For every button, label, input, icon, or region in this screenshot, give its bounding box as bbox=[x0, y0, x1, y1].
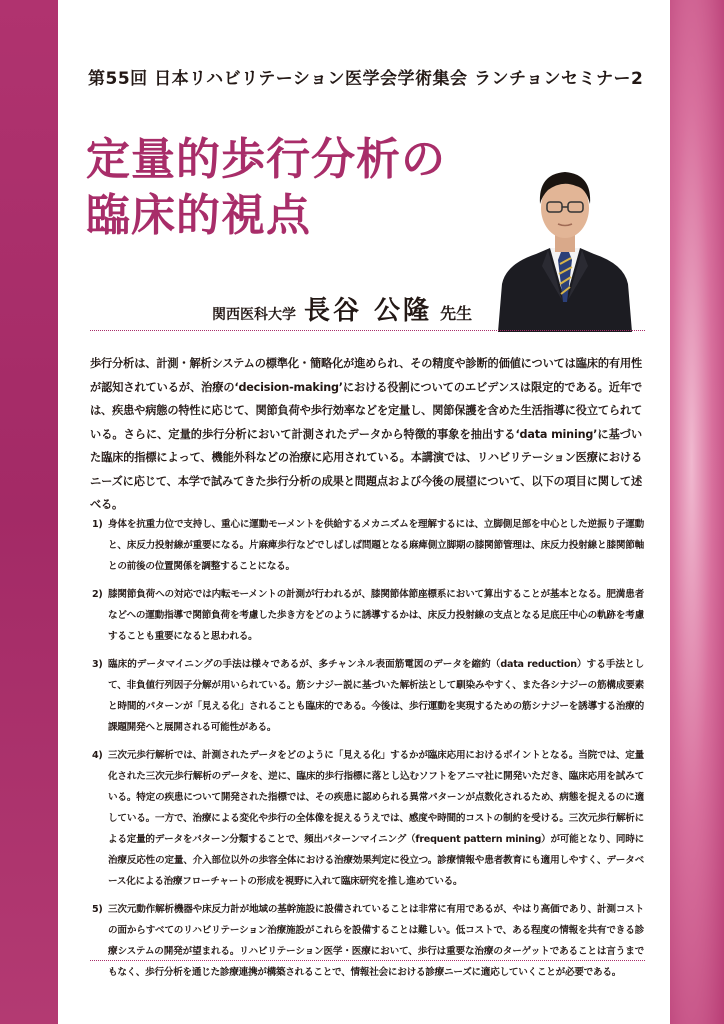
seminar-heading: 第55回 日本リハビリテーション医学会学術集会 ランチョンセミナー2 bbox=[88, 69, 644, 89]
topic-number: 1) bbox=[92, 519, 103, 530]
topic-item bbox=[92, 514, 644, 577]
topic-number: 5) bbox=[92, 904, 103, 915]
topic-text: 三次元動作解析機器や床反力計が地域の基幹施設に設備されていることは非常に有用であるが、やはり高価であり、計測コストの面からすべてのリハビリテーション治療施設がこれらを設備することは難しい。低コストで、ある程度の情報を共有できる診療システムの開発が望まれる。リハビリテーション医学・医療において、歩行は重要な治療のターゲットであることは言うまでもなく、歩行分析を通じた診療連携が構築されることで、情報社会における診療ニーズに適応していくことが必要である。 bbox=[108, 904, 644, 978]
topic-text: 三次元歩行解析では、計測されたデータをどのように「見える化」するかが臨床応用におけるポイントとなる。当院では、定量化された三次元歩行解析のデータを、逆に、臨床的歩行指標に落とし込むソフトをアニマ社に開発いただき、臨床応用を試みている。特定の疾患について開発された指標では、その疾患に認められる異常パターンが点数化されるため、病態を捉えるのに適している。一方で、治療による変化や歩行の全体像を捉えるうえでは、感度や時間的コストの制約を受ける。三次元歩行解析による定量的データをパターン分類することで、頻出パターンマイニング（frequent pattern mining）が可能となり、同時に治療反応性の定量、介入部位以外の歩容全体における治療効果判定に役立つ。診療情報や患者教育にも適用しやすく、データベース化による治療フローチャートの形成を視野に入れて臨床研究を推し進めている。 bbox=[108, 750, 644, 887]
left-magenta-band bbox=[0, 0, 58, 1024]
topic-number: 3) bbox=[92, 659, 103, 670]
topic-item bbox=[92, 899, 644, 983]
top-dotted-divider bbox=[90, 330, 645, 331]
speaker-photo bbox=[490, 152, 640, 332]
flyer-page bbox=[58, 0, 670, 1024]
speaker-name: 長谷 公隆 bbox=[304, 296, 433, 326]
topic-item bbox=[92, 745, 644, 892]
abstract-intro: 歩行分析は、計測・解析システムの標準化・簡略化が進められ、その精度や診断的価値については臨床的有用性が認知されているが、治療の‘decision-making’における役割についてのエビデンスは限定的である。近年では、疾患や病態の特性に応じて、関節負荷や歩行効率などを定量し、関節保護を含めた生活指導に役立てられている。さらに、定量的歩行分析において計測されたデータから特徴的事象を抽出する‘data mining’に基づいた臨床的指標によって、機能外科などの治療に応用されている。本講演では、リハビリテーション医療におけるニーズに応じて、本学で試みてきた歩行分析の成果と問題点および今後の展望について、以下の項目に関して述べる。 bbox=[90, 357, 642, 511]
speaker-portrait-illustration bbox=[490, 152, 640, 332]
topic-text: 身体を抗重力位で支持し、重心に運動モーメントを供給するメカニズムを理解するには、立脚側足部を中心とした逆振り子運動と、床反力投射線が重要になる。片麻痺歩行などでしばしば問題となる麻痺側立脚期の膝関節管理は、床反力投射線と膝関節軸との前後の位置関係を調整することになる。 bbox=[108, 519, 644, 572]
topic-text: 膝関節負荷への対応では内転モーメントの計測が行われるが、膝関節体節座標系において算出することが基本となる。肥満患者などへの運動指導で関節負荷を考慮した歩き方をどのように誘導するかは、床反力投射線の支点となる足底圧中心の軌跡を考慮することも重要になると思われる。 bbox=[108, 589, 644, 642]
title-line-1: 定量的歩行分析の bbox=[86, 134, 446, 185]
speaker-credit bbox=[212, 290, 472, 327]
speaker-honorific: 先生 bbox=[440, 304, 473, 323]
topic-list bbox=[92, 514, 644, 990]
right-pink-gradient-band bbox=[670, 0, 724, 1024]
topic-text: 臨床的データマイニングの手法は様々であるが、多チャンネル表面筋電図のデータを縮約（data reduction）する手法として、非負値行列因子分解が用いられている。筋シナジー説に基づいた解析法として馴染みやすく、また各シナジーの筋構成要素と時間的パターンが「見える化」されることも臨床的である。今後は、歩行運動を実現するための筋シナジーを誘導する治療的課題開発へと展開される可能性がある。 bbox=[108, 659, 644, 733]
lecture-title bbox=[86, 132, 526, 244]
speaker-affiliation: 関西医科大学 bbox=[212, 307, 296, 323]
topic-number: 4) bbox=[92, 750, 103, 761]
topic-number: 2) bbox=[92, 589, 103, 600]
bottom-dotted-divider bbox=[90, 960, 645, 961]
title-line-2: 臨床的視点 bbox=[86, 190, 311, 241]
topic-item bbox=[92, 654, 644, 738]
topic-item bbox=[92, 584, 644, 647]
